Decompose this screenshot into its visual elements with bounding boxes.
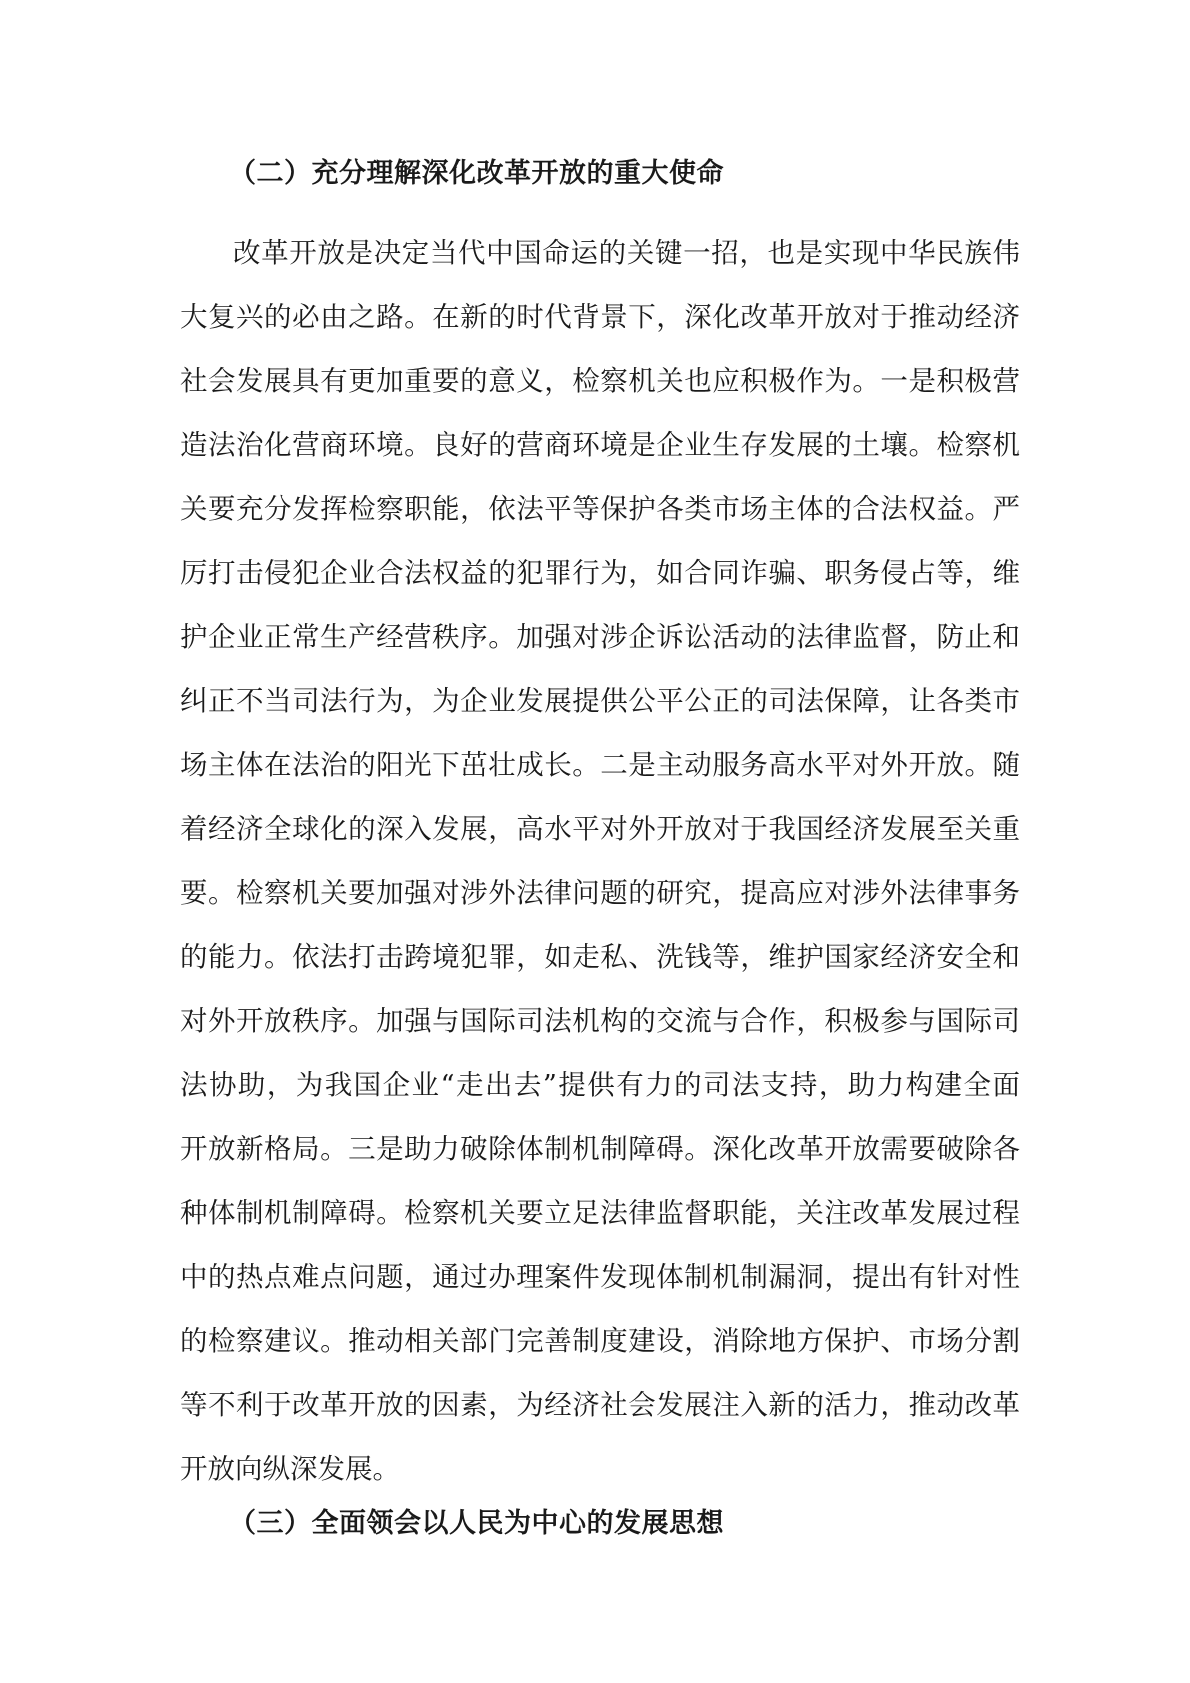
paragraph-line: 的检察建议。推动相关部门完善制度建设，消除地方保护、市场分割 <box>180 1325 1020 1357</box>
section-heading-2: （二）充分理解深化改革开放的重大使命 <box>229 158 724 189</box>
paragraph-line: 改革开放是决定当代中国命运的关键一招，也是实现中华民族伟 <box>233 237 1020 269</box>
paragraph-line: 纠正不当司法行为，为企业发展提供公平公正的司法保障，让各类市 <box>180 685 1020 717</box>
paragraph-line: 对外开放秩序。加强与国际司法机构的交流与合作，积极参与国际司 <box>180 1005 1020 1037</box>
paragraph-line: 社会发展具有更加重要的意义，检察机关也应积极作为。一是积极营 <box>180 365 1020 397</box>
paragraph-line: 开放向纵深发展。 <box>180 1453 400 1485</box>
section-heading-3: （三）全面领会以人民为中心的发展思想 <box>229 1508 724 1539</box>
paragraph-line: 厉打击侵犯企业合法权益的犯罪行为，如合同诈骗、职务侵占等，维 <box>180 557 1020 589</box>
paragraph-line: 场主体在法治的阳光下茁壮成长。二是主动服务高水平对外开放。随 <box>180 749 1020 781</box>
paragraph-line: 关要充分发挥检察职能，依法平等保护各类市场主体的合法权益。严 <box>180 493 1020 525</box>
paragraph-line: 要。检察机关要加强对涉外法律问题的研究，提高应对涉外法律事务 <box>180 877 1020 909</box>
paragraph-line: 等不利于改革开放的因素，为经济社会发展注入新的活力，推动改革 <box>180 1389 1020 1421</box>
paragraph-line: 造法治化营商环境。良好的营商环境是企业生存发展的土壤。检察机 <box>180 429 1020 461</box>
paragraph-line: 开放新格局。三是助力破除体制机制障碍。深化改革开放需要破除各 <box>180 1133 1020 1165</box>
body-paragraph <box>180 235 1020 1515</box>
paragraph-line: 的能力。依法打击跨境犯罪，如走私、洗钱等，维护国家经济安全和 <box>180 941 1020 973</box>
paragraph-line: 种体制机制障碍。检察机关要立足法律监督职能，关注改革发展过程 <box>180 1197 1020 1229</box>
paragraph-line: 护企业正常生产经营秩序。加强对涉企诉讼活动的法律监督，防止和 <box>180 621 1020 653</box>
paragraph-line: 着经济全球化的深入发展，高水平对外开放对于我国经济发展至关重 <box>180 813 1020 845</box>
paragraph-line: 法协助，为我国企业“走出去”提供有力的司法支持，助力构建全面 <box>180 1069 1020 1101</box>
paragraph-line: 大复兴的必由之路。在新的时代背景下，深化改革开放对于推动经济 <box>180 301 1020 333</box>
paragraph-line: 中的热点难点问题，通过办理案件发现体制机制漏洞，提出有针对性 <box>180 1261 1020 1293</box>
